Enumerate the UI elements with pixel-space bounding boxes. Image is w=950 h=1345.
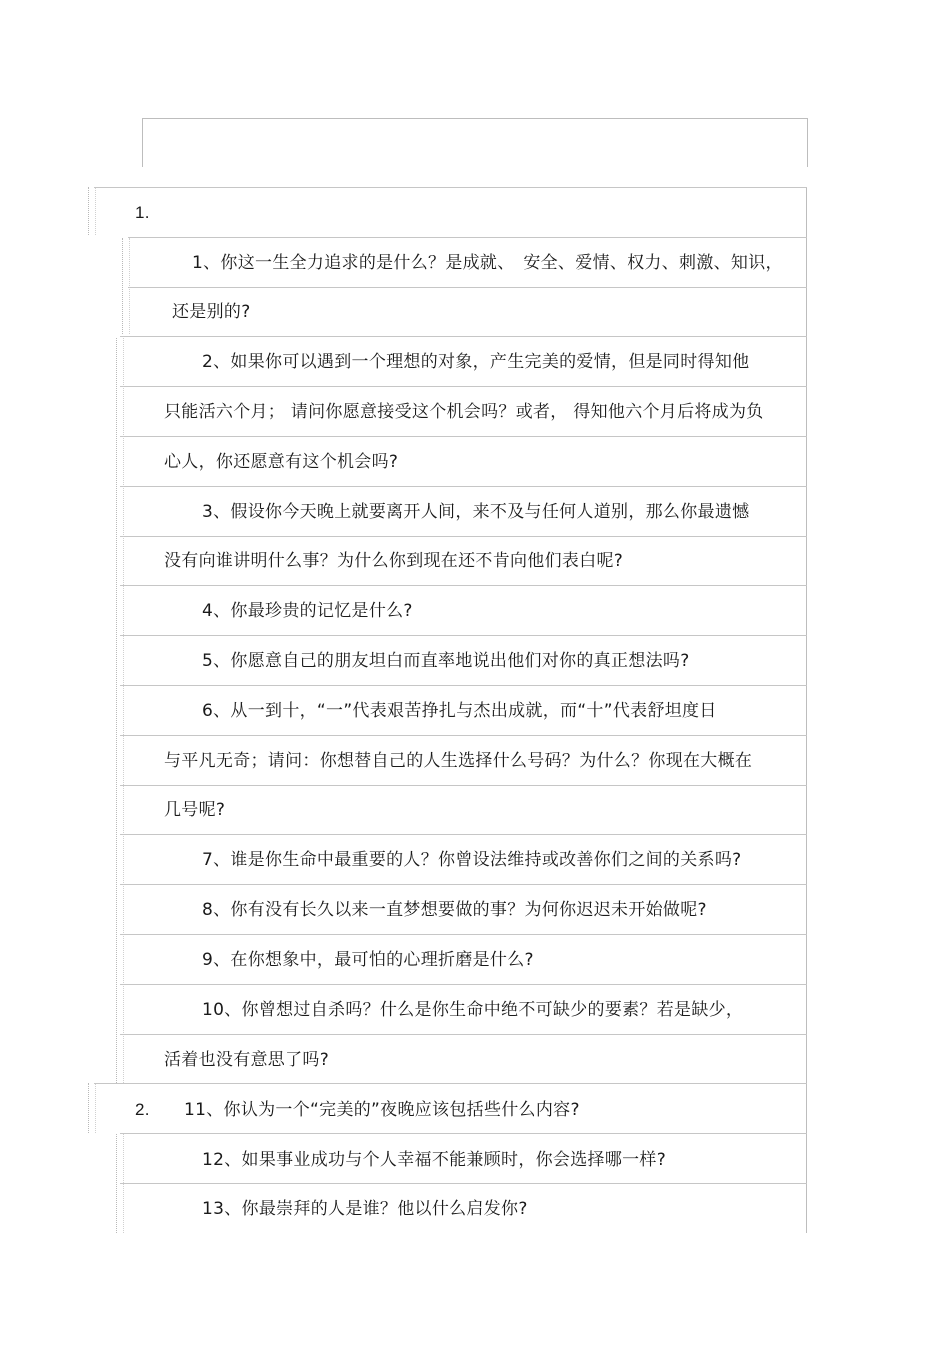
question-line: 心人，你还愿意有这个机会吗? [164,452,399,472]
question-line: 与平凡无奇；请问：你想替自己的人生选择什么号码？为什么？你现在大概在 [164,751,753,771]
row-divider [120,785,807,786]
question-line: 6、从一到十，“一”代表艰苦挣扎与杰出成就，而“十”代表舒坦度日 [202,701,717,721]
question-line: 8、你有没有长久以来一直梦想要做的事？为何你迟迟未开始做呢? [202,900,707,920]
question-line: 5、你愿意自己的朋友坦白而直率地说出他们对你的真正想法吗? [202,651,690,671]
question-line: 活着也没有意思了吗? [164,1050,330,1070]
question-line: 13、你最崇拜的人是谁？他以什么启发你? [202,1199,528,1219]
row-divider [120,735,807,736]
row-divider [120,635,807,636]
table-border-right [806,187,807,1233]
row-divider [128,287,807,288]
row-divider [120,984,807,985]
row-divider [120,536,807,537]
section-marker: 2. [135,1100,150,1119]
margin-mark [88,1083,96,1133]
question-line: 2、如果你可以遇到一个理想的对象，产生完美的爱情，但是同时得知他 [202,352,750,372]
question-line: 4、你最珍贵的记忆是什么? [202,601,413,621]
margin-mark [122,238,130,334]
row-divider [120,685,807,686]
row-divider [94,1083,807,1084]
row-divider [120,934,807,935]
row-divider [120,1133,807,1134]
question-line: 12、如果事业成功与个人幸福不能兼顾时，你会选择哪一样? [202,1150,667,1170]
row-divider [120,585,807,586]
question-line: 没有向谁讲明什么事？为什么你到现在还不肯向他们表白呢? [164,551,624,571]
question-line: 还是别的? [172,302,251,322]
margin-mark [116,338,124,1083]
question-line: 1、你这一生全力追求的是什么？是成就、 安全、爱情、权力、刺激、知识， [192,253,783,273]
question-line: 只能活六个月； 请问你愿意接受这个机会吗？或者， 得知他六个月后将成为负 [164,402,764,422]
section-marker: 1. [135,203,150,222]
question-line: 10、你曾想过自杀吗？什么是你生命中绝不可缺少的要素？若是缺少， [202,1000,744,1020]
row-divider [120,336,807,337]
question-line: 3、假设你今天晚上就要离开人间，来不及与任何人道别，那么你最遗憾 [202,502,750,522]
question-line: 7、谁是你生命中最重要的人？你曾设法维持或改善你们之间的关系吗? [202,850,742,870]
row-divider [94,187,807,188]
margin-mark [88,187,96,235]
row-divider [120,1034,807,1035]
question-line: 几号呢? [164,800,226,820]
row-divider [120,1183,807,1184]
row-divider [120,486,807,487]
question-line: 9、在你想象中，最可怕的心理折磨是什么? [202,950,534,970]
question-line: 11、你认为一个“完美的”夜晚应该包括些什么内容? [184,1100,580,1120]
row-divider [120,436,807,437]
row-divider [120,834,807,835]
row-divider [120,884,807,885]
empty-header-box [142,118,808,167]
row-divider [120,386,807,387]
row-divider [128,237,807,238]
